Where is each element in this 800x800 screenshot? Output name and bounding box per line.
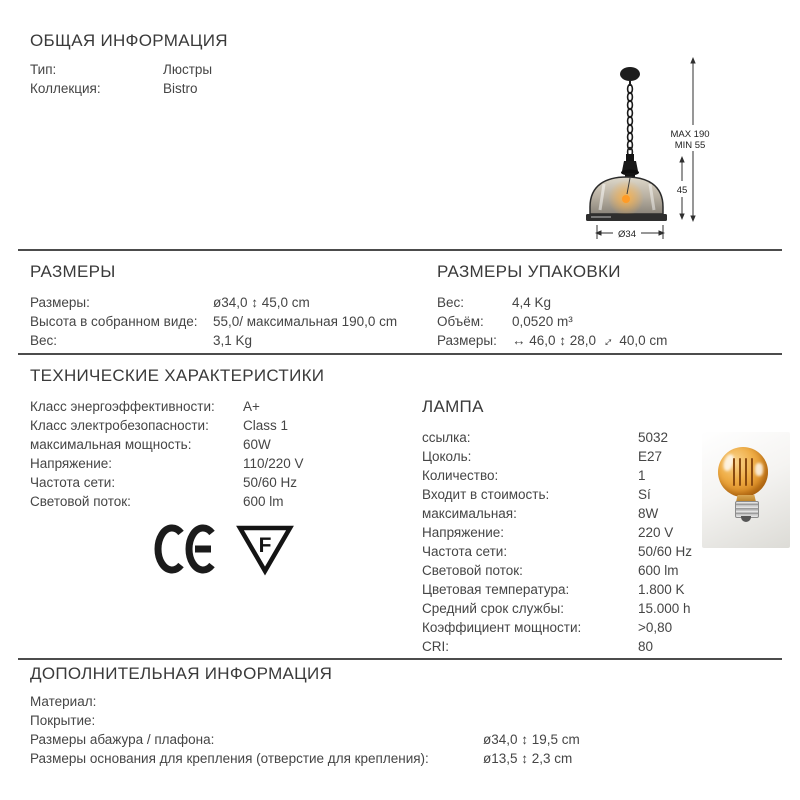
additional-rows bbox=[30, 692, 775, 768]
bulb-filament bbox=[739, 458, 741, 486]
spec-value: 60W bbox=[243, 437, 271, 452]
section-divider bbox=[18, 353, 782, 355]
spec-value: 55,0/ максимальная 190,0 cm bbox=[213, 314, 398, 329]
spec-label: Частота сети: bbox=[422, 544, 508, 559]
spec-label: Цоколь: bbox=[422, 449, 472, 464]
spec-label: Цветовая температура: bbox=[422, 582, 570, 597]
diagonal-arrow-icon: ↔ bbox=[596, 330, 617, 351]
spec-label: Количество: bbox=[422, 468, 499, 483]
spec-row bbox=[30, 397, 405, 416]
spec-label: Частота сети: bbox=[30, 475, 116, 490]
section-title-lamp: ЛАМПА bbox=[422, 397, 484, 416]
spec-row bbox=[30, 60, 410, 79]
spec-value: 5032 bbox=[638, 430, 669, 445]
spec-label: Высота в собранном виде: bbox=[30, 314, 198, 329]
section-title-general: ОБЩАЯ ИНФОРМАЦИЯ bbox=[30, 31, 228, 50]
spec-label: ссылка: bbox=[422, 430, 471, 445]
certification-marks bbox=[150, 521, 310, 579]
spec-row bbox=[422, 599, 752, 618]
spec-value: Люстры bbox=[163, 62, 213, 77]
section-divider bbox=[18, 249, 782, 251]
packaging-rows bbox=[437, 293, 782, 350]
spec-label: Класс энергоэффективности: bbox=[30, 399, 215, 414]
tech-rows bbox=[30, 397, 405, 511]
spec-row bbox=[422, 618, 752, 637]
f-mark-icon bbox=[240, 528, 290, 571]
spec-value: E27 bbox=[638, 449, 663, 464]
bulb-filament bbox=[733, 458, 735, 486]
spec-label: Световой поток: bbox=[30, 494, 131, 509]
pack-size-wh: ↔ 46,0 ↕ 28,0 bbox=[512, 333, 597, 348]
spec-label: Средний срок службы: bbox=[422, 601, 564, 616]
spec-row bbox=[422, 580, 752, 599]
spec-label: Световой поток: bbox=[422, 563, 523, 578]
spec-value: ø34,0 ↕ 19,5 cm bbox=[483, 732, 580, 747]
section-title-tech: ТЕХНИЧЕСКИЕ ХАРАКТЕРИСТИКИ bbox=[30, 366, 325, 385]
section-title-additional: ДОПОЛНИТЕЛЬНАЯ ИНФОРМАЦИЯ bbox=[30, 664, 333, 683]
spec-value: 1 bbox=[638, 468, 646, 483]
spec-row bbox=[30, 79, 410, 98]
spec-row bbox=[30, 454, 405, 473]
pack-size-depth: 40,0 cm bbox=[619, 333, 668, 348]
spec-label: Материал: bbox=[30, 694, 97, 709]
spec-label: Вес: bbox=[437, 295, 465, 310]
spec-value: 50/60 Hz bbox=[638, 544, 693, 559]
dim-diameter-label: Ø34 bbox=[618, 229, 636, 240]
spec-label: Размеры основания для крепления (отверстие для крепления): bbox=[30, 751, 429, 766]
spec-row bbox=[30, 331, 430, 350]
canopy bbox=[620, 67, 640, 81]
spec-value: ø13,5 ↕ 2,3 cm bbox=[483, 751, 573, 766]
spec-row bbox=[437, 312, 782, 331]
socket bbox=[626, 154, 634, 161]
spec-value: 15.000 h bbox=[638, 601, 691, 616]
spec-label: Входит в стоимость: bbox=[422, 487, 550, 502]
spec-label: CRI: bbox=[422, 639, 449, 654]
spec-row bbox=[30, 312, 430, 331]
spec-row bbox=[30, 749, 775, 768]
bulb-filament bbox=[751, 458, 753, 486]
spec-label: Покрытие: bbox=[30, 713, 96, 728]
spec-label: Размеры: bbox=[437, 333, 497, 348]
spec-value: 50/60 Hz bbox=[243, 475, 298, 490]
dim-min-label: MIN 55 bbox=[674, 140, 706, 151]
bulb-glare bbox=[755, 463, 763, 476]
spec-value: 0,0520 m³ bbox=[512, 314, 573, 329]
bulb-photo bbox=[702, 432, 790, 548]
spec-label: Размеры абажура / плафона: bbox=[30, 732, 215, 747]
ce-mark-icon bbox=[158, 528, 212, 570]
spec-value: 8W bbox=[638, 506, 659, 521]
section-divider bbox=[18, 658, 782, 660]
spec-row bbox=[422, 561, 752, 580]
spec-label: Коллекция: bbox=[30, 81, 101, 96]
spec-label: Класс электробезопасности: bbox=[30, 418, 209, 433]
spec-value: 80 bbox=[638, 639, 654, 654]
svg-text:F: F bbox=[258, 534, 272, 557]
filament-bulb bbox=[622, 195, 630, 203]
spec-value bbox=[483, 711, 775, 730]
spec-value: A+ bbox=[243, 399, 260, 414]
general-rows bbox=[30, 60, 410, 98]
chain bbox=[628, 85, 633, 157]
spec-row bbox=[30, 711, 775, 730]
spec-value: 4,4 Kg bbox=[512, 295, 552, 310]
spec-value: ø34,0 ↕ 45,0 cm bbox=[213, 295, 310, 310]
spec-row bbox=[30, 293, 430, 312]
pendant-lamp-diagram bbox=[560, 48, 710, 248]
spec-row bbox=[437, 293, 782, 312]
bulb-filament bbox=[745, 458, 747, 486]
section-title-dimensions: РАЗМЕРЫ bbox=[30, 262, 116, 281]
spec-value: Class 1 bbox=[243, 418, 289, 433]
spec-label: Коэффициент мощности: bbox=[422, 620, 582, 635]
section-title-packaging: РАЗМЕРЫ УПАКОВКИ bbox=[437, 262, 621, 281]
spec-value: 600 lm bbox=[638, 563, 679, 578]
bulb-contact-tip bbox=[741, 516, 751, 522]
spec-row bbox=[30, 492, 405, 511]
spec-label: Размеры: bbox=[30, 295, 90, 310]
spec-label: максимальная мощность: bbox=[30, 437, 192, 452]
dim-shade-height-label: 45 bbox=[676, 185, 688, 196]
spec-value: 600 lm bbox=[243, 494, 284, 509]
spec-value: Bistro bbox=[163, 81, 198, 96]
spec-row bbox=[30, 473, 405, 492]
spec-value: 220 V bbox=[638, 525, 674, 540]
spec-label: Напряжение: bbox=[422, 525, 505, 540]
dimensions-rows bbox=[30, 293, 430, 350]
bulb-globe bbox=[718, 447, 768, 497]
spec-row bbox=[30, 730, 775, 749]
spec-row bbox=[422, 637, 752, 656]
spec-value: 110/220 V bbox=[243, 456, 304, 471]
dim-max-label: MAX 190 bbox=[670, 129, 710, 140]
spec-row bbox=[30, 692, 775, 711]
spec-label: Вес: bbox=[30, 333, 58, 348]
spec-row bbox=[30, 416, 405, 435]
spec-value bbox=[512, 331, 782, 350]
spec-label: Напряжение: bbox=[30, 456, 113, 471]
spec-value: Sí bbox=[638, 487, 651, 502]
spec-label: Тип: bbox=[30, 62, 57, 77]
spec-value bbox=[483, 692, 775, 711]
spec-label: максимальная: bbox=[422, 506, 517, 521]
spec-row bbox=[30, 435, 405, 454]
spec-row bbox=[437, 331, 782, 350]
spec-label: Объём: bbox=[437, 314, 484, 329]
spec-value: >0,80 bbox=[638, 620, 673, 635]
spec-value: 3,1 Kg bbox=[213, 333, 253, 348]
spec-value: 1.800 K bbox=[638, 582, 685, 597]
